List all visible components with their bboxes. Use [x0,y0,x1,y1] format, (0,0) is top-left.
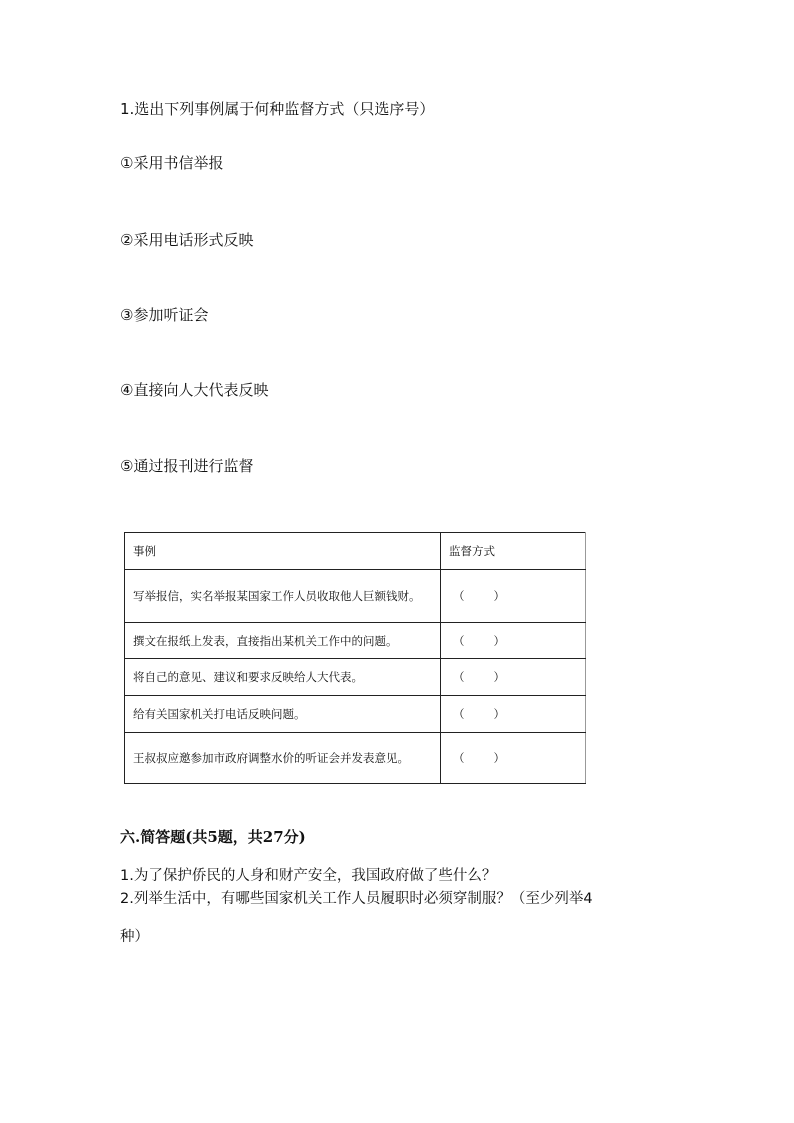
row-example: 撰文在报纸上发表，直接指出某机关工作中的问题。 [125,623,441,659]
supervision-table [124,532,586,784]
paren-open: （ [453,633,465,648]
paren-close: ） [493,751,505,765]
header-example: 事例 [125,533,441,570]
paren-close: ） [493,670,505,684]
row-example: 给有关国家机关打电话反映问题。 [125,696,441,733]
row-example: 写举报信，实名举报某国家工作人员收取他人巨额钱财。 [125,570,441,623]
paren-open: （ [453,707,465,721]
question-title: 1.选出下列事例属于何种监督方式（只选序号） [120,100,435,118]
answer-cell[interactable] [441,696,586,733]
row-example: 王叔叔应邀参加市政府调整水价的听证会并发表意见。 [125,733,441,784]
option-5: ⑤通过报刊进行监督 [120,457,254,475]
table-row [125,659,586,696]
table-row [125,623,586,659]
section-heading: 六.简答题(共5题，共27分) [120,828,306,846]
paren-open: （ [453,589,465,603]
paren-close: ） [493,633,505,648]
answer-cell[interactable] [441,659,586,696]
option-2: ②采用电话形式反映 [120,231,254,249]
answer-cell[interactable] [441,623,586,659]
option-4: ④直接向人大代表反映 [120,381,269,399]
short-question-2-cont: 种） [120,929,149,945]
short-question-2: 2.列举生活中，有哪些国家机关工作人员履职时必须穿制服？（至少列举4 [120,891,593,907]
paren-open: （ [453,670,465,684]
table-header-row [125,533,586,570]
header-method: 监督方式 [441,533,586,570]
answer-cell[interactable] [441,570,586,623]
option-3: ③参加听证会 [120,306,209,324]
answer-cell[interactable] [441,733,586,784]
table-row [125,570,586,623]
paren-open: （ [453,751,465,765]
row-example: 将自己的意见、建议和要求反映给人大代表。 [125,659,441,696]
option-1: ①采用书信举报 [120,154,224,172]
table-row [125,733,586,784]
paren-close: ） [493,589,505,603]
short-question-1: 1.为了保护侨民的人身和财产安全，我国政府做了些什么？ [120,868,497,884]
table-row [125,696,586,733]
paren-close: ） [493,707,505,721]
